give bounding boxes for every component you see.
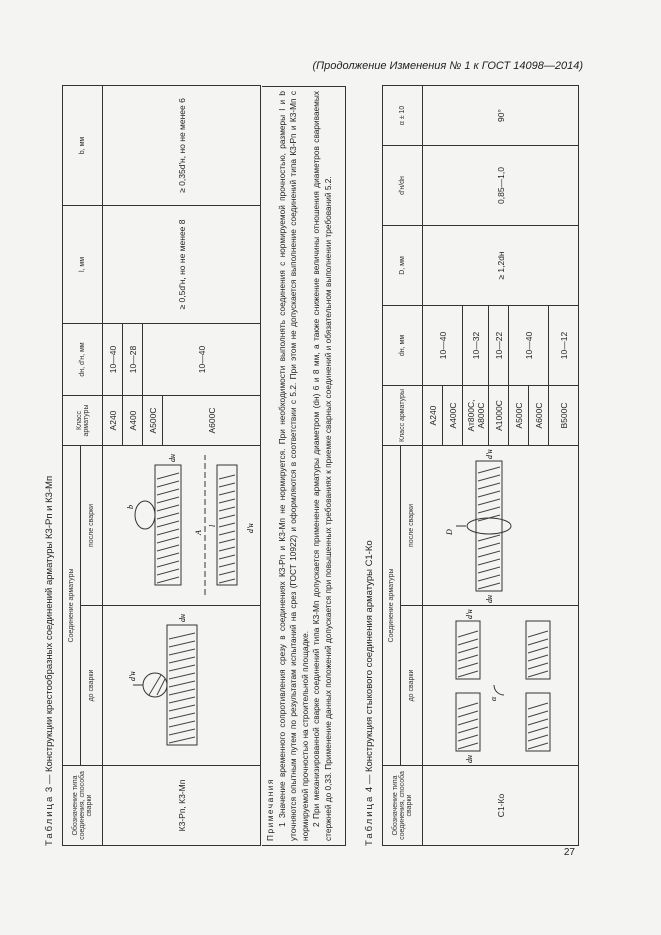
type-cell: К3-Рп, К3-Мп	[103, 766, 261, 846]
t4-class-cell-3: А1000С	[489, 386, 509, 446]
butt-before-diagram	[426, 607, 576, 765]
col-class-header: Класс арматуры	[63, 396, 103, 446]
t4-label-dn-before: dн	[464, 755, 474, 763]
t4-col-class-header: Класс арматуры	[383, 386, 423, 446]
col-before-header: до сварки	[81, 606, 103, 766]
class-cell-0: А240	[103, 396, 123, 446]
t4-label-dn-after: dн	[484, 595, 494, 603]
t4-type-cell: С1-Ко	[423, 766, 579, 846]
label-dpn-before: d'н	[127, 671, 137, 681]
l-value: ≥ 0,5d'н, но не менее 8	[103, 206, 261, 324]
diagram-before	[103, 606, 261, 766]
t4-d-cell-6: 10—12	[549, 306, 579, 386]
class-cell-2: А500С	[143, 396, 163, 446]
t4-col-alpha-header: α ± 10	[383, 86, 423, 146]
label-b: b	[125, 505, 135, 509]
diagram-after	[103, 446, 261, 606]
table-4	[382, 85, 579, 846]
d-cell-1: 10—28	[123, 324, 143, 396]
cross-before-diagram	[105, 607, 259, 765]
page-number: 27	[563, 847, 575, 858]
t4-label-dpn-before: d'н	[464, 609, 474, 619]
running-header: (Продолжение Изменения № 1 к ГОСТ 14098—2014)	[312, 60, 583, 72]
t4-ratio-value: 0,85—1,0	[423, 146, 579, 226]
t4-label-dpn-after: d'н	[484, 449, 494, 459]
class-cell-1: А400	[123, 396, 143, 446]
t4-col-after-header: после сварки	[401, 446, 423, 606]
note-1: 1 Значение временного сопротивления срезу в соединениях К3-Рп и К3-Мп не нормируется. При необходимости выполнять соединения с нормируемой прочностью, размеры l и b уточняются опытным путем по результатам испытаний на срез (ГОСТ 10922) и оформляются в соответствии с 5.2. При этом не допускается выполнение соединений типа К3-Рп и К3-Мп с нормируемой прочностью на строительной площадке.	[276, 91, 310, 841]
cross-after-diagram	[105, 447, 259, 605]
label-dpn-after: d'н	[245, 523, 255, 533]
t4-alpha-value: 90°	[423, 86, 579, 146]
t4-class-cell-0: А240	[423, 386, 443, 446]
d-cell-0: 10—40	[103, 324, 123, 396]
b-value: ≥ 0,35d'н, но не менее 6	[103, 86, 261, 206]
t4-d-cell-2: 10—32	[463, 306, 489, 386]
label-l: l	[207, 524, 217, 527]
col-b-header: b, мм	[63, 86, 103, 206]
table-3-block	[44, 86, 346, 846]
table-3-caption: Таблица 3 — Конструкции крестообразных соединений арматуры К3-Рп и К3-Мп	[44, 475, 55, 846]
d-cell-3: 10—40	[143, 324, 261, 396]
label-D: D	[444, 529, 454, 535]
notes-title: Примечания	[265, 778, 275, 841]
label-alpha: α	[488, 696, 498, 701]
t4-col-D-header: D, мм	[383, 226, 423, 306]
t4-col-ratio-header: d'н/dн	[383, 146, 423, 226]
class-cell-3: А600С	[163, 396, 261, 446]
table-3-notes	[262, 86, 346, 846]
t4-col-conn-header: Соединение арматуры	[383, 446, 401, 766]
t4-d-cell-4: 10—40	[509, 306, 549, 386]
t4-class-cell-2: Ат800С, А800С	[463, 386, 489, 446]
t4-class-cell-6: В500С	[549, 386, 579, 446]
t4-class-cell-1: А400С	[443, 386, 463, 446]
col-after-header: после сварки	[81, 446, 103, 606]
t4-class-cell-4: А500С	[509, 386, 529, 446]
t4-d-cell-3: 10—22	[489, 306, 509, 386]
table-4-caption: Таблица 4 — Конструкция стыкового соединения арматуры С1-Ко	[364, 540, 375, 846]
t4-D-value: ≥ 1,2dн	[423, 226, 579, 306]
t4-col-before-header: до сварки	[401, 606, 423, 766]
col-d-header: dн, d'н, мм	[63, 324, 103, 396]
col-l-header: l, мм	[63, 206, 103, 324]
t4-col-d-header: dн, мм	[383, 306, 423, 386]
col-type-header: Обозначение типа соединения, способа сварки	[63, 766, 103, 846]
label-a: A	[193, 530, 203, 535]
t4-class-cell-5: А600С	[529, 386, 549, 446]
table-4-block	[364, 86, 580, 846]
table-3	[62, 85, 261, 846]
t4-diagram-after	[423, 446, 579, 606]
t4-diagram-before	[423, 606, 579, 766]
label-dn-after: dн	[167, 454, 177, 462]
t4-d-cell-0: 10—40	[423, 306, 463, 386]
label-dn-before: dн	[177, 614, 187, 622]
col-conn-header: Соединение арматуры	[63, 446, 81, 766]
t4-col-type-header: Обозначение типа соединения, способа сварки	[383, 766, 423, 846]
note-2: 2 При механизированной сварке соединений типа К3-Мп допускается применение арматуры диаметром (dн) 6 и 8 мм, а также снижение величины отношения диаметров свариваемых стержней до 0,33. Применение данных положений допускается при повышенных требованиях к приемке сварных соединений и обязательном выполнении требований 5.2.	[311, 91, 333, 841]
butt-after-diagram	[426, 447, 576, 605]
